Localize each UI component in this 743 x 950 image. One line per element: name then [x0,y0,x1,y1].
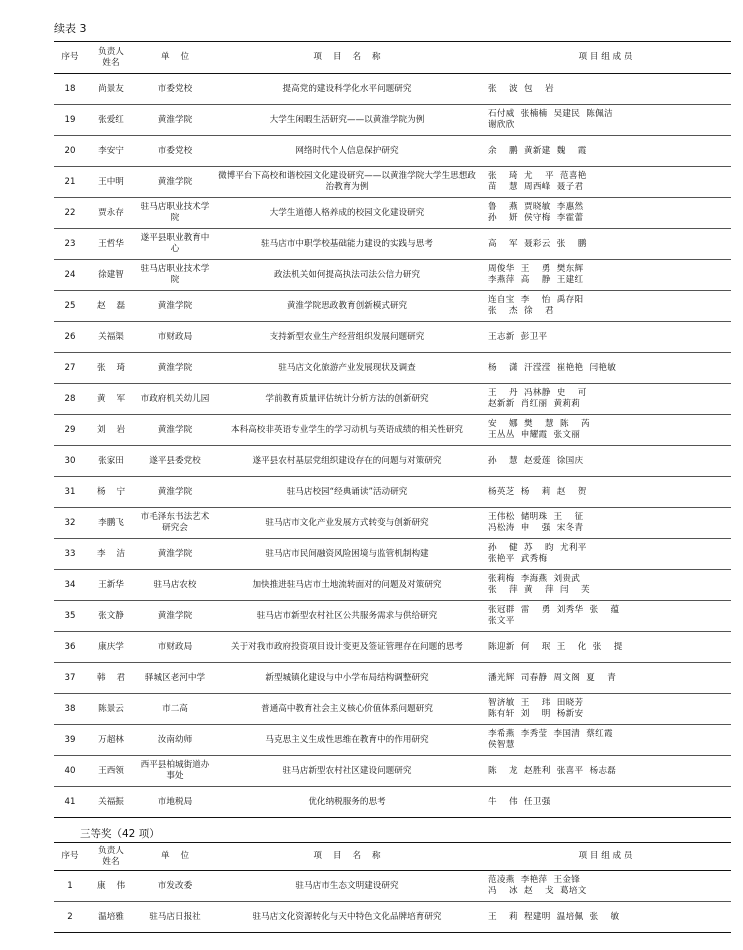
row-leader: 张家田 [86,446,136,477]
table-header-row [54,843,731,871]
header-seq: 序号 [54,843,86,871]
member-line: 潘光辉 司春静 周文阁 夏 青 [488,672,617,683]
row-members [480,136,731,167]
row-unit: 遂平县职业教育中心 [136,229,214,260]
member-line: 冯松涛 申 强 宋冬青 [488,523,584,533]
row-seq: 32 [54,508,86,539]
member-line: 赵新新 肖红丽 黄莉莉 [488,399,581,409]
row-unit: 市委党校 [136,136,214,167]
row-leader: 关福振 [86,787,136,818]
row-members [480,902,731,933]
member-line: 张冠群 雷 勇 刘秀华 张 蕴 [488,605,620,615]
member-line: 鲁 燕 贾晓敏 李惠然 [488,202,584,212]
row-leader: 尚景友 [86,74,136,105]
row-seq: 20 [54,136,86,167]
row-leader: 康庆学 [86,632,136,663]
row-members [480,787,731,818]
row-project: 驻马店市生态文明建设研究 [214,871,480,902]
member-line: 周俊华 王 勇 樊东辉 [488,264,584,274]
table-row [54,229,731,260]
row-project: 新型城镇化建设与中小学布局结构调整研究 [214,663,480,694]
member-line: 连自宝 李 怡 禹存阳 [488,295,584,305]
row-leader: 康 伟 [86,871,136,902]
row-leader: 李安宁 [86,136,136,167]
row-seq: 30 [54,446,86,477]
row-unit: 黄淮学院 [136,415,214,446]
member-line: 杨 潇 汗滢滢 崔艳艳 闫艳敏 [488,362,617,373]
row-seq: 27 [54,353,86,384]
row-unit: 黄淮学院 [136,353,214,384]
header-members: 项 目 组 成 员 [480,843,731,871]
row-project: 驻马店市中职学校基础能力建设的实践与思考 [214,229,480,260]
row-project: 关于对我市政府投资项目设计变更及签证管理存在问题的思考 [214,632,480,663]
row-project: 微博平台下高校和谐校园文化建设研究——以黄淮学院大学生思想政治教育为例 [214,167,480,198]
row-leader: 王中明 [86,167,136,198]
row-seq: 19 [54,105,86,136]
awards-table-continued [54,41,731,818]
member-line: 余 鹏 黄新建 魏 霞 [488,145,587,156]
row-project: 提高党的建设科学化水平问题研究 [214,74,480,105]
member-line: 陈迎新 何 珉 王 化 张 提 [488,641,623,652]
row-project: 学前教育质量评估统计分析方法的创新研究 [214,384,480,415]
row-unit: 市二高 [136,694,214,725]
member-line: 苗 慧 周西峰 聂子君 [488,182,584,192]
row-members [480,539,731,570]
row-members [480,632,731,663]
table-row [54,74,731,105]
row-seq: 18 [54,74,86,105]
row-members [480,446,731,477]
row-leader: 关福渠 [86,322,136,353]
row-unit: 黄淮学院 [136,539,214,570]
row-seq: 26 [54,322,86,353]
row-unit: 驻马店职业技术学院 [136,260,214,291]
member-line: 李燕萍 高 静 王建红 [488,275,584,285]
row-leader: 韩 君 [86,663,136,694]
row-members [480,198,731,229]
row-seq: 37 [54,663,86,694]
table-row [54,601,731,632]
row-project: 大学生闲暇生活研究——以黄淮学院为例 [214,105,480,136]
row-unit: 驻马店职业技术学院 [136,198,214,229]
row-project: 本科高校非英语专业学生的学习动机与英语成绩的相关性研究 [214,415,480,446]
row-seq: 23 [54,229,86,260]
row-members [480,694,731,725]
row-unit: 驻马店农校 [136,570,214,601]
member-line: 张莉梅 李海燕 刘贵武 [488,574,581,584]
row-project: 大学生道德人格养成的校园文化建设研究 [214,198,480,229]
header-leader: 负责人 姓名 [86,843,136,871]
row-leader: 王西领 [86,756,136,787]
row-seq: 21 [54,167,86,198]
row-project: 支持新型农业生产经营组织发展问题研究 [214,322,480,353]
row-leader: 温培雅 [86,902,136,933]
row-project: 加快推进驻马店市土地流转面对的问题及对策研究 [214,570,480,601]
row-unit: 市地税局 [136,787,214,818]
row-unit: 黄淮学院 [136,477,214,508]
row-project: 驻马店校园“经典诵读”活动研究 [214,477,480,508]
row-project: 驻马店市民间融资风险困境与监管机制构建 [214,539,480,570]
table-row [54,322,731,353]
row-seq: 22 [54,198,86,229]
row-project: 政法机关如何提高执法司法公信力研究 [214,260,480,291]
row-project: 遂平县农村基层党组织建设存在的问题与对策研究 [214,446,480,477]
row-unit: 市财政局 [136,322,214,353]
table-row [54,570,731,601]
row-leader: 张文静 [86,601,136,632]
row-project: 驻马店新型农村社区建设问题研究 [214,756,480,787]
member-line: 孙 慧 赵爱莲 徐国庆 [488,455,584,466]
row-leader: 张 琦 [86,353,136,384]
row-leader: 刘 岩 [86,415,136,446]
member-line: 侯智慧 [488,740,515,750]
third-prize-table [54,842,731,933]
member-line: 李希燕 李秀莹 李国清 蔡红霞 [488,729,613,739]
row-members [480,570,731,601]
member-line: 王伟松 储明珠 王 征 [488,512,584,522]
member-line: 范凌燕 李艳萍 王金锋 [488,875,581,885]
row-project: 驻马店市文化产业发展方式转变与创新研究 [214,508,480,539]
row-unit: 黄淮学院 [136,167,214,198]
row-members [480,601,731,632]
member-line: 谢欣欣 [488,120,515,130]
table-row [54,756,731,787]
row-members [480,415,731,446]
row-unit: 黄淮学院 [136,601,214,632]
row-project: 普通高中教育社会主义核心价值体系问题研究 [214,694,480,725]
row-members [480,384,731,415]
row-unit: 黄淮学院 [136,291,214,322]
row-project: 优化纳税服务的思考 [214,787,480,818]
row-unit: 遂平县委党校 [136,446,214,477]
row-members [480,725,731,756]
row-project: 驻马店市新型农村社区公共服务需求与供给研究 [214,601,480,632]
header-project: 项 目 名 称 [214,843,480,871]
table-row [54,105,731,136]
table-row [54,787,731,818]
table-row [54,384,731,415]
row-members [480,260,731,291]
table-row [54,198,731,229]
table-caption-continued: 续表 3 [54,22,87,35]
member-line: 张艳平 武秀梅 [488,554,548,564]
row-project: 网络时代个人信息保护研究 [214,136,480,167]
row-seq: 33 [54,539,86,570]
table-row [54,446,731,477]
row-unit: 市委党校 [136,74,214,105]
table-row [54,663,731,694]
row-seq: 31 [54,477,86,508]
header-leader: 负责人 姓名 [86,42,136,74]
row-members [480,663,731,694]
row-unit: 市发改委 [136,871,214,902]
member-line: 石付威 张楠楠 吴建民 陈佩洁 [488,109,613,119]
table-row [54,415,731,446]
row-members [480,167,731,198]
member-line: 陈 龙 赵胜利 张喜平 杨志磊 [488,765,617,776]
row-project: 驻马店文化资源转化与天中特色文化品牌培育研究 [214,902,480,933]
member-line: 张 波 包 岩 [488,83,554,94]
row-leader: 万超林 [86,725,136,756]
member-line: 智济敏 王 玮 田晓芳 [488,698,584,708]
member-line: 王 丹 冯林静 史 可 [488,388,587,398]
row-leader: 徐建智 [86,260,136,291]
table-row [54,136,731,167]
row-leader: 贾永存 [86,198,136,229]
table-row [54,871,731,902]
row-leader: 杨 宁 [86,477,136,508]
table-row [54,167,731,198]
row-project: 黄淮学院思政教育创新模式研究 [214,291,480,322]
row-members [480,229,731,260]
row-seq: 40 [54,756,86,787]
row-seq: 41 [54,787,86,818]
row-project: 驻马店文化旅游产业发展现状及调查 [214,353,480,384]
row-members [480,477,731,508]
header-unit: 单 位 [136,42,214,74]
table-row [54,477,731,508]
row-leader: 张爱红 [86,105,136,136]
row-leader: 李鹏飞 [86,508,136,539]
member-line: 张 萍 黄 萍 闫 芙 [488,585,590,595]
row-members [480,508,731,539]
row-seq: 24 [54,260,86,291]
table-row [54,902,731,933]
member-line: 孙 健 苏 昀 尤利平 [488,543,587,553]
table-row [54,539,731,570]
table-row [54,694,731,725]
member-line: 张 杰 徐 君 [488,306,554,316]
table-row [54,632,731,663]
member-line: 冯 冰 赵 戈 葛培文 [488,886,587,896]
header-seq: 序号 [54,42,86,74]
row-seq: 25 [54,291,86,322]
row-seq: 1 [54,871,86,902]
row-unit: 汝南幼师 [136,725,214,756]
table-row [54,508,731,539]
table-row [54,260,731,291]
row-seq: 39 [54,725,86,756]
header-unit: 单 位 [136,843,214,871]
row-project: 马克思主义生成性思维在教育中的作用研究 [214,725,480,756]
row-unit: 市财政局 [136,632,214,663]
table-row [54,291,731,322]
member-line: 孙 妍 侯守梅 李霍蕾 [488,213,584,223]
row-unit: 黄淮学院 [136,105,214,136]
row-members [480,322,731,353]
row-leader: 赵 磊 [86,291,136,322]
table-row [54,353,731,384]
row-leader: 黄 军 [86,384,136,415]
row-unit: 驻马店日报社 [136,902,214,933]
row-leader: 李 洁 [86,539,136,570]
row-members [480,871,731,902]
member-line: 王志新 彭卫平 [488,331,548,342]
row-members [480,291,731,322]
table-row [54,725,731,756]
member-line: 牛 伟 任卫强 [488,796,551,807]
member-line: 王 莉 程建明 温培佩 张 敏 [488,911,620,922]
row-seq: 35 [54,601,86,632]
third-prize-caption: 三等奖（42 项） [80,828,160,840]
header-members: 项 目 组 成 员 [480,42,731,74]
member-line: 王丛丛 申耀霞 张文丽 [488,430,581,440]
member-line: 陈有轩 刘 明 杨新安 [488,709,584,719]
row-seq: 29 [54,415,86,446]
row-seq: 38 [54,694,86,725]
row-leader: 王哲华 [86,229,136,260]
member-line: 张 琦 尤 平 范喜艳 [488,171,587,181]
table-header-row [54,42,731,74]
row-seq: 34 [54,570,86,601]
row-members [480,756,731,787]
member-line: 杨英芝 杨 莉 赵 贺 [488,486,587,497]
row-unit: 驿城区老河中学 [136,663,214,694]
member-line: 高 军 聂彩云 张 鹏 [488,238,587,249]
row-unit: 市政府机关幼儿园 [136,384,214,415]
row-seq: 36 [54,632,86,663]
row-members [480,353,731,384]
row-leader: 陈景云 [86,694,136,725]
row-unit: 西平县柏城街道办事处 [136,756,214,787]
row-seq: 2 [54,902,86,933]
row-seq: 28 [54,384,86,415]
row-members [480,74,731,105]
row-leader: 王新华 [86,570,136,601]
row-unit: 市毛泽东书法艺术研究会 [136,508,214,539]
row-members [480,105,731,136]
header-project: 项 目 名 称 [214,42,480,74]
member-line: 安 娜 樊 慧 陈 芮 [488,419,590,429]
member-line: 张文平 [488,616,515,626]
